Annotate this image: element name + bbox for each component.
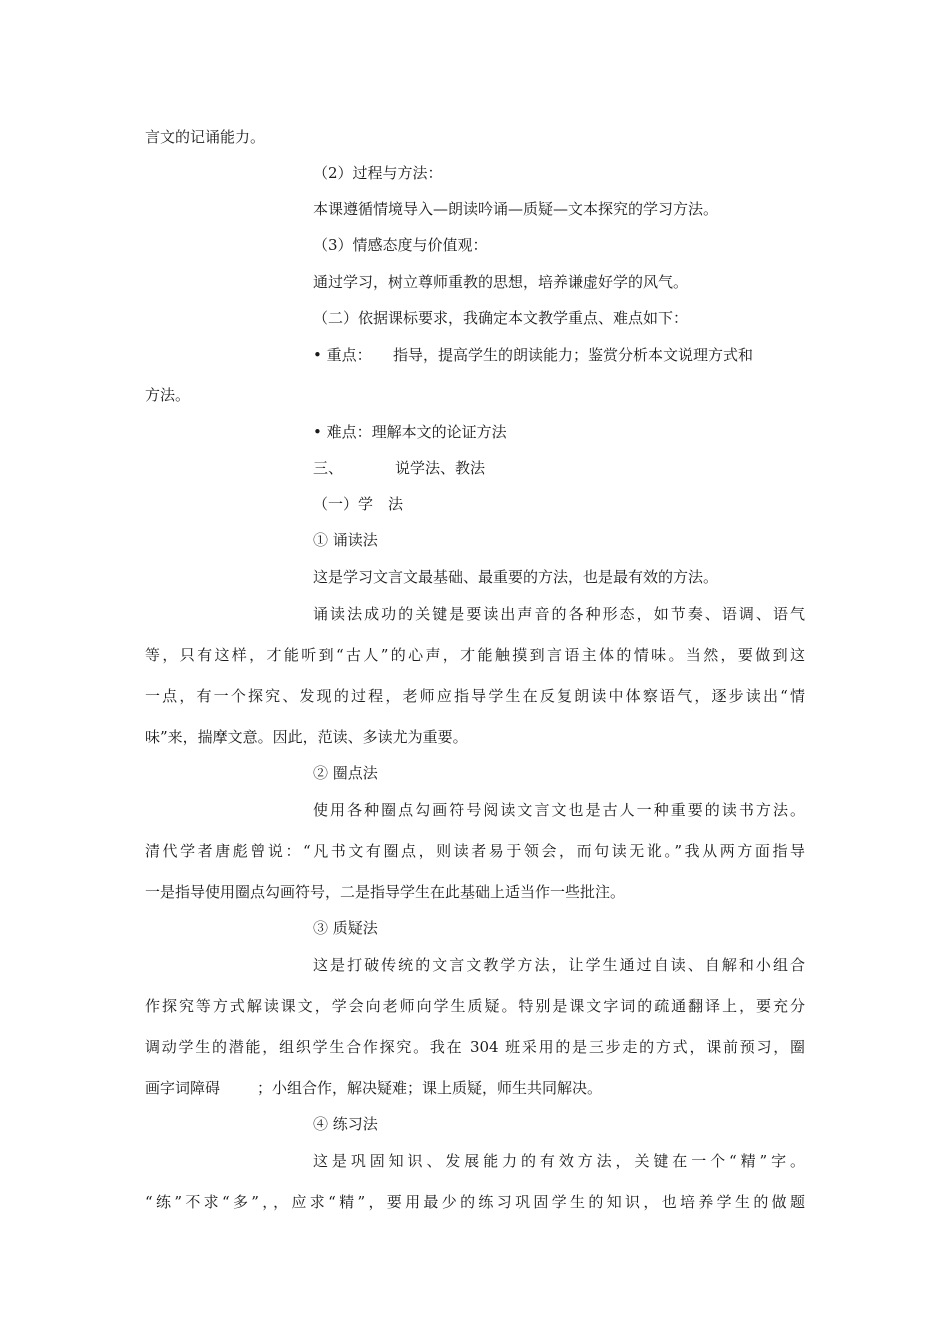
text-line: 作探究等方式解读课文，学会向老师向学生质疑。特别是课文字词的疏通翻译上，要充分: [145, 997, 805, 1015]
text-fragment: 画字词障碍: [145, 1079, 221, 1097]
bullet-text: 指导，提高学生的朗读能力；鉴赏分析本文说理方式和: [393, 346, 754, 364]
text-line: 方法。: [145, 386, 191, 404]
text-fragment: ；小组合作，解决疑难；课上质疑，师生共同解决。: [257, 1079, 603, 1097]
method-title: ④ 练习法: [313, 1115, 378, 1133]
text-line: 一是指导使用圈点勾画符号，二是指导学生在此基础上适当作一些批注。: [145, 883, 626, 901]
method-title: ③ 质疑法: [313, 919, 378, 937]
text-line: 一点，有一个探究、发现的过程，老师应指导学生在反复朗读中体察语气，逐步读出“情: [145, 687, 805, 705]
chapter-title: 说学法、教法: [395, 459, 486, 477]
section-heading: （一）学 法: [313, 495, 404, 513]
text-line: 这是巩固知识、发展能力的有效方法，关键在一个“精”字。: [313, 1152, 805, 1170]
chapter-number: 三、: [313, 459, 344, 477]
text-line: 言文的记诵能力。: [145, 128, 266, 146]
method-title: ① 诵读法: [313, 531, 378, 549]
chapter-heading: [313, 458, 485, 478]
text-line: 清代学者唐彪曾说：“凡书文有圈点，则读者易于领会，而句读无讹。”我从两方面指导: [145, 842, 805, 860]
section-heading: （2）过程与方法：: [313, 164, 443, 182]
section-heading: （3）情感态度与价值观：: [313, 236, 488, 254]
text-line: 通过学习，树立尊师重教的思想，培养谦虚好学的风气。: [313, 273, 689, 291]
text-line: 使用各种圈点勾画符号阅读文言文也是古人一种重要的读书方法。: [313, 801, 805, 819]
text-line: 味”来，揣摩文意。因此，范读、多读尤为重要。: [145, 728, 468, 746]
section-heading: （二）依据课标要求，我确定本文教学重点、难点如下：: [313, 309, 689, 327]
method-title: ② 圈点法: [313, 764, 378, 782]
bullet-key-point: [313, 345, 805, 365]
text-line: 本课遵循情境导入—朗读吟诵—质疑—文本探究的学习方法。: [313, 200, 719, 218]
text-line: 这是打破传统的文言文教学方法，让学生通过自读、自解和小组合: [313, 956, 805, 974]
text-line: 等，只有这样，才能听到“古人”的心声，才能触摸到言语主体的情味。当然，要做到这: [145, 646, 805, 664]
text-line: 调动学生的潜能，组织学生合作探究。我在 304 班采用的是三步走的方式，课前预习，圈: [145, 1038, 805, 1056]
text-line: [145, 1078, 602, 1098]
text-line: “练”不求“多”，，应求“精”，要用最少的练习巩固学生的知识，也培养学生的做题: [145, 1193, 805, 1211]
bullet-label: • 重点：: [313, 346, 372, 364]
text-line: 这是学习文言文最基础、最重要的方法，也是最有效的方法。: [313, 568, 719, 586]
text-line: 诵读法成功的关键是要读出声音的各种形态，如节奏、语调、语气: [313, 605, 805, 623]
bullet-difficult-point: • 难点：理解本文的论证方法: [313, 423, 507, 441]
